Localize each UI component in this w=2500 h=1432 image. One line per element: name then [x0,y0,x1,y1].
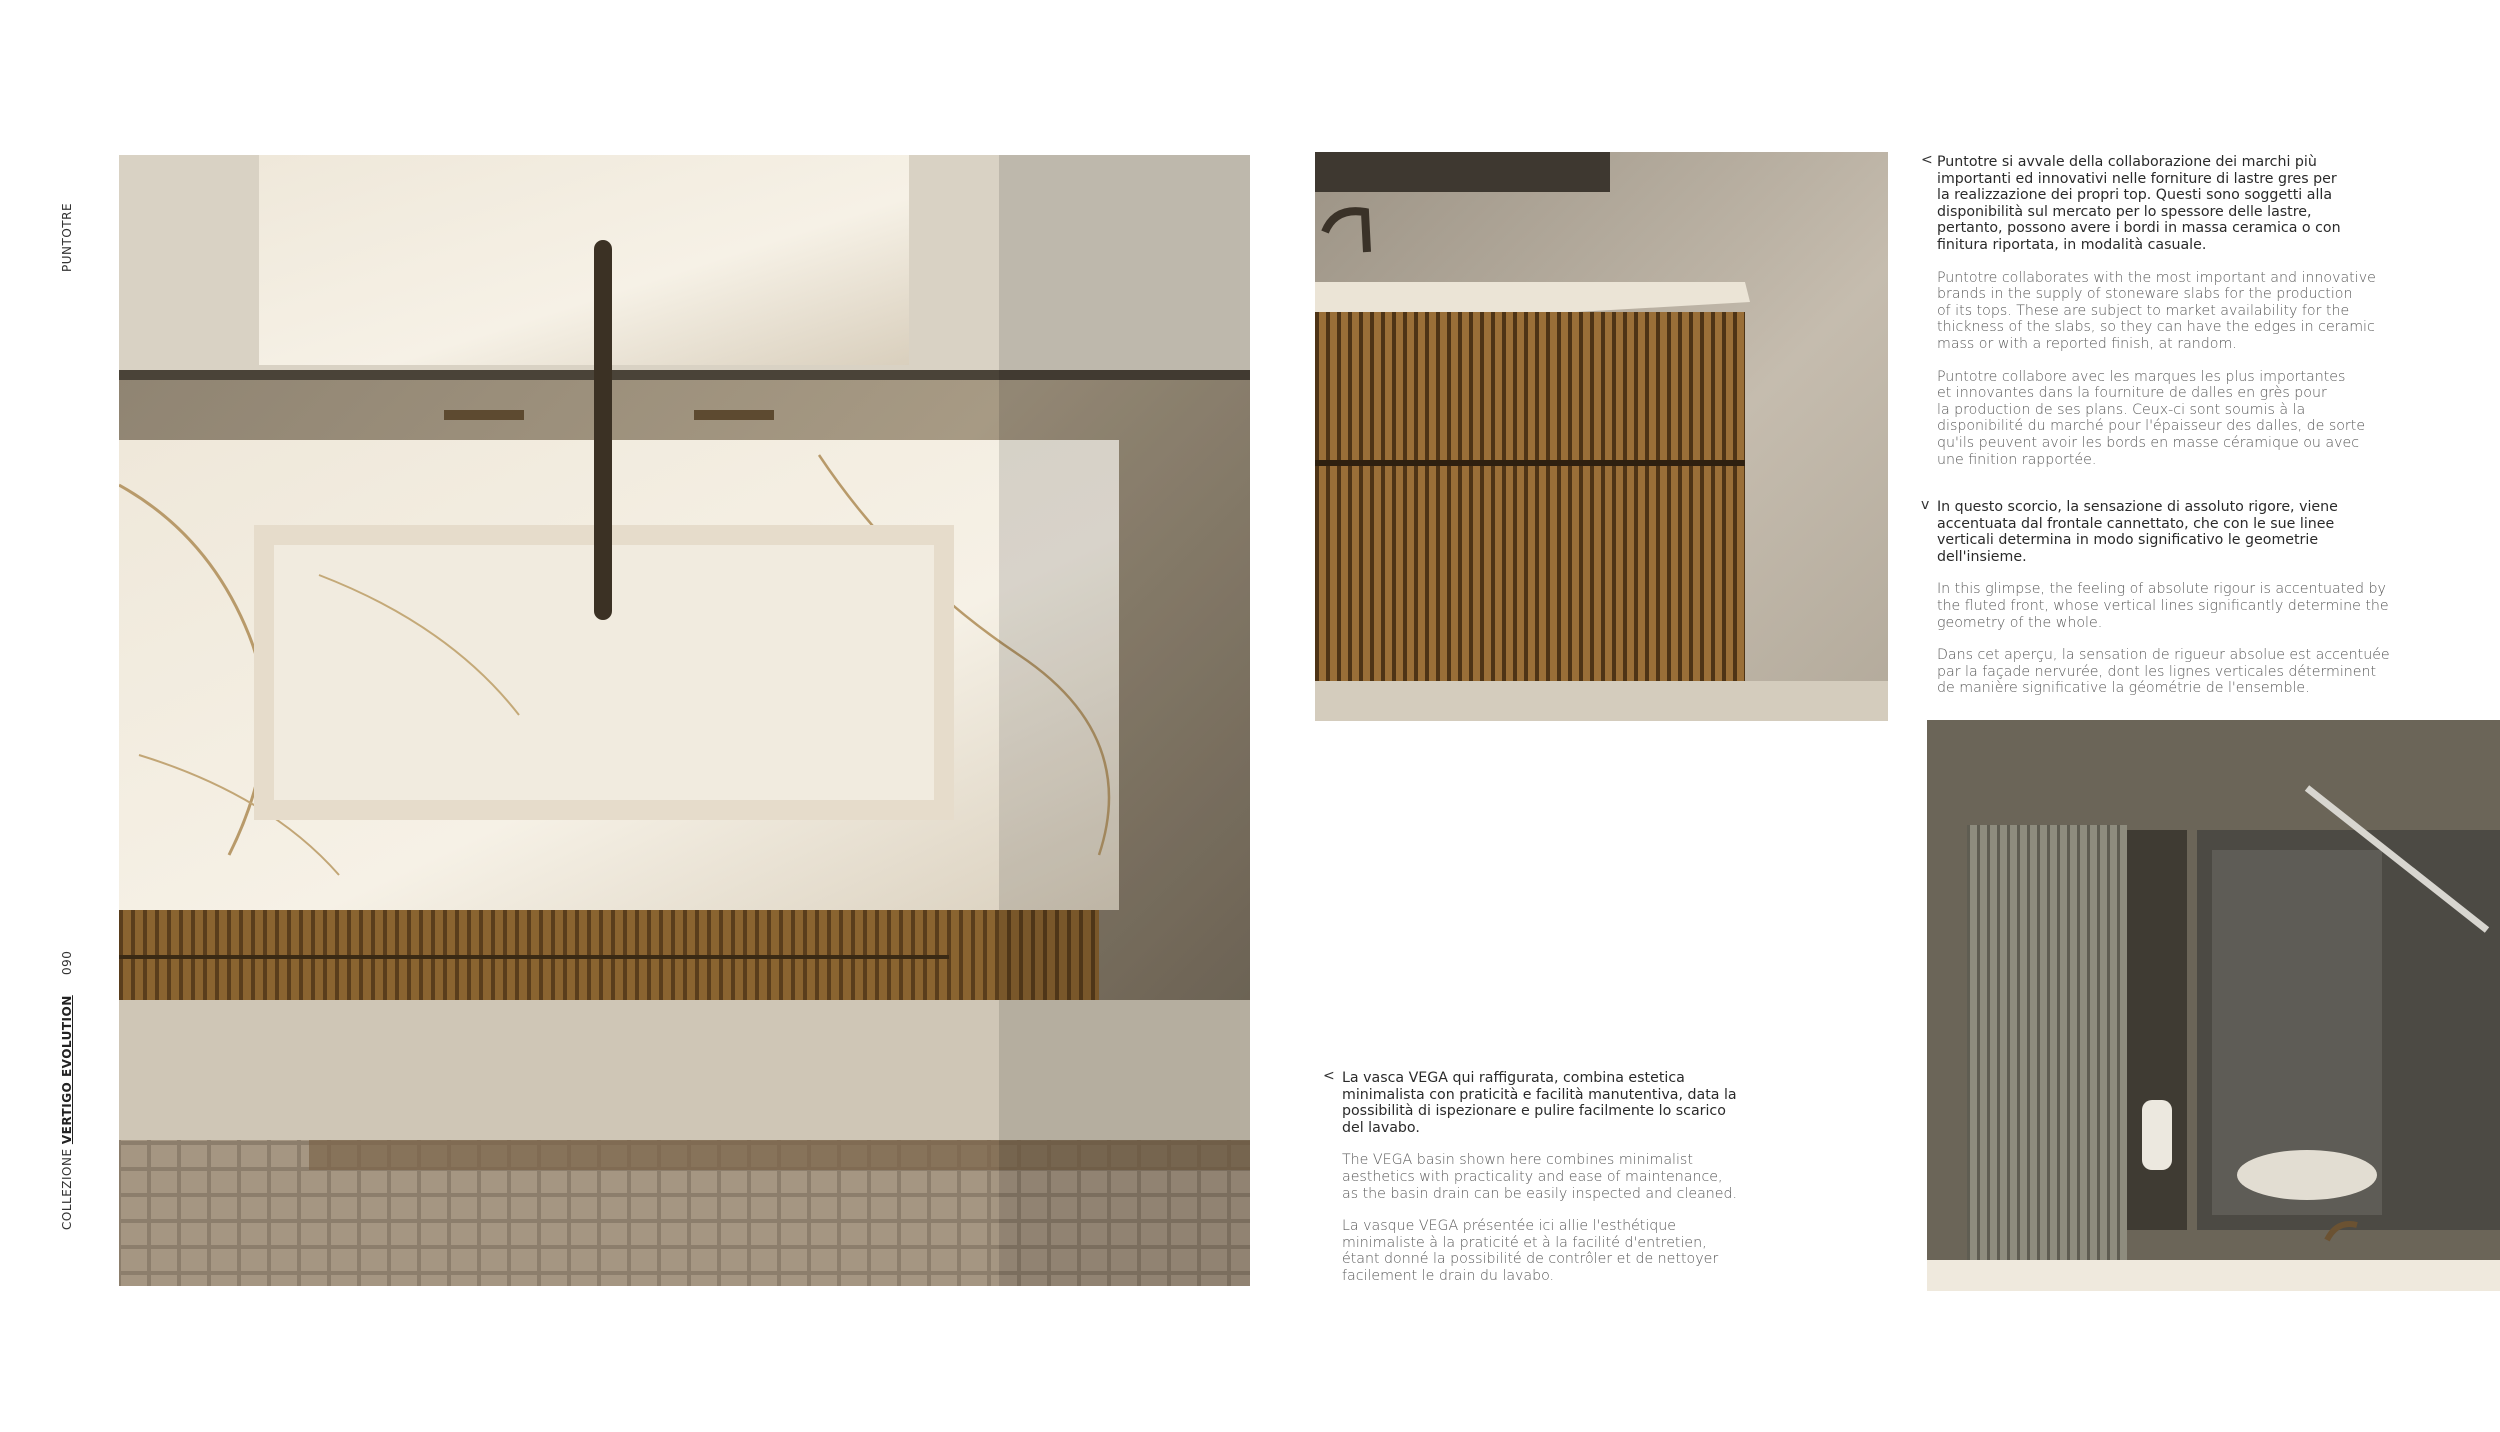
text-block-middle-fr: Dans cet aperçu, la sensation de rigueur absolue est accentuée par la façade nervurée, dont les lignes verticales déterminent de manière significative la géométrie de l'ensemble. [1937,647,2390,697]
mirror-photo [1927,720,2500,1291]
text-block-bottom-en: The VEGA basin shown here combines minimalist aesthetics with practicality and ease of maintenance, as the basin drain can be easily inspected and cleaned. [1342,1152,1738,1202]
main-photo [119,155,1250,1286]
text-block-middle-en: In this glimpse, the feeling of absolute rigour is accentuated by the fluted front, whose vertical lines significantly determine the geometry of the whole. [1937,581,2389,631]
collection-prefix: COLLEZIONE [60,1148,74,1230]
cabinet-photo [1315,152,1888,721]
text-block-bottom-fr: La vasque VEGA présentée ici allie l'esthétique minimaliste à la praticité et à la facilité d'entretien, étant donné la possibilité de contrôler et de nettoyer facilement le drain du lavabo. [1342,1218,1719,1284]
brand-label: PUNTOTRE [60,202,74,272]
text-block-bottom [1342,1070,1902,1301]
text-block-top [1937,154,2497,484]
collection-label [60,995,74,1230]
chevron-left-icon: < [1921,152,1933,168]
text-block-top-it: Puntotre si avvale della collaborazione dei marchi più importanti ed innovativi nelle forniture di lastre gres per la realizzazione dei propri top. Questi sono soggetti alla disponibilità sul mercato per lo spessore delle lastre, pertanto, possono avere i bordi in massa ceramica o con finitura riportata, in modalità casuale. [1937,154,2341,253]
text-block-bottom-it: La vasca VEGA qui raffigurata, combina estetica minimalista con praticità e facilità manutentiva, data la possibilità di ispezionare e pulire facilmente lo scarico del lavabo. [1342,1070,1737,1136]
chevron-down-icon: v [1921,497,1930,513]
text-block-top-fr: Puntotre collabore avec les marques les plus importantes et innovantes dans la fourniture de dalles en grès pour la production de ses plans. Ceux-ci sont soumis à la disponibilité du marché pour l'épaisseur des dalles, de sorte qu'ils peuvent avoir les bords en masse céramique ou avec une finition rapportée. [1937,368,2366,468]
text-block-top-en: Puntotre collaborates with the most important and innovative brands in the supply of stoneware slabs for the production of its tops. These are subject to market availability for the thickness of the slabs, so they can have the edges in ceramic mass or with a reported finish, at random. [1937,269,2376,352]
page-number: 090 [60,950,74,975]
text-block-middle-it: In questo scorcio, la sensazione di assoluto rigore, viene accentuata dal frontale cannettato, che con le sue linee verticali determina in modo significativo le geometrie dell'insieme. [1937,499,2338,565]
chevron-left-icon-bottom: < [1323,1068,1335,1084]
collection-name: VERTIGO EVOLUTION [60,995,74,1145]
text-block-middle [1937,499,2497,713]
